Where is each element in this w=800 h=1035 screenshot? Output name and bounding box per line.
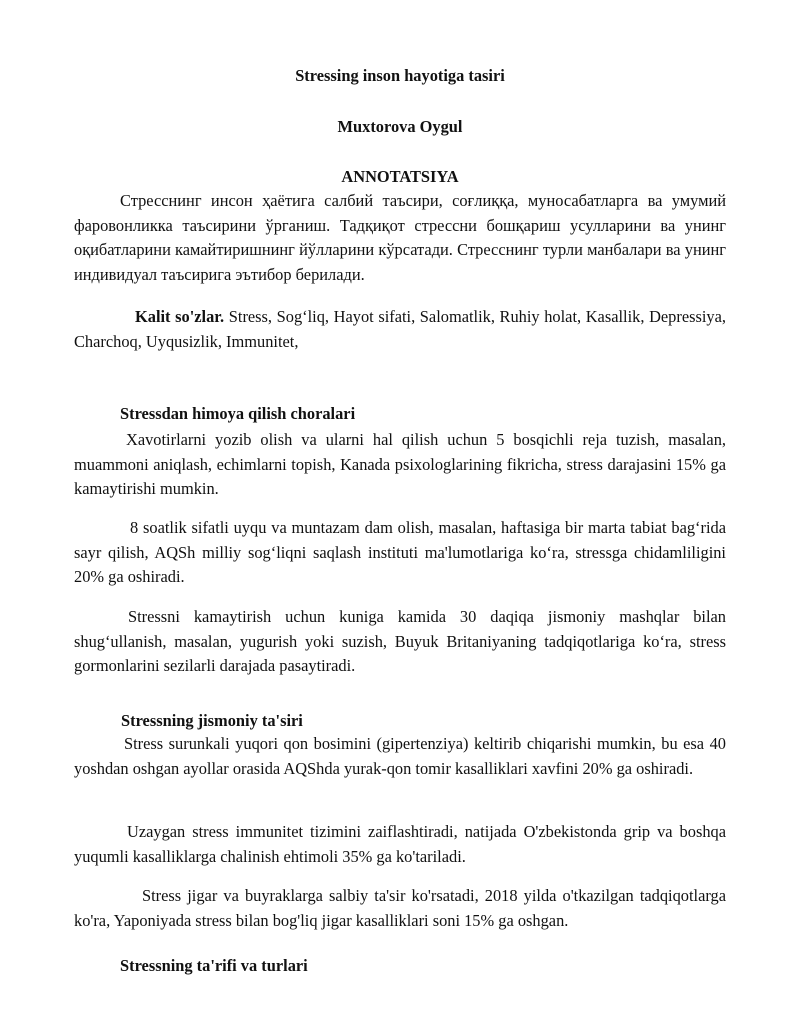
section1-paragraph-1: [74, 428, 726, 502]
section2-paragraph-1: [74, 732, 726, 781]
section-heading-physical-effect: Stressning jismoniy ta'siri: [121, 711, 303, 730]
section2-p1-text: Stress surunkali yuqori qon bosimini (gipertenziya) keltirib chiqarishi mumkin, bu esa 40 yoshdan oshgan ayollar orasida AQShda yurak-qon tomir kasalliklari xavfini 20% ga oshiradi.: [74, 734, 726, 778]
annotation-text: Стресснинг инсон ҳаётига салбий таъсири, соғлиққа, муносабатларга ва умумий фаровонликка таъсирини ўрганиш. Тадқиқот стрессни бошқариш усулларини ва унинг оқибатларини камайтиришнинг йўлларини кўрсатади. Стресснинг турли манбалари ва унинг индивидуал таъсирига эътибор берилади.: [74, 191, 726, 284]
section1-p1-text: Xavotirlarni yozib olish va ularni hal qilish uchun 5 bosqichli reja tuzish, masalan, muammoni aniqlash, echimlarni topish, Kanada psixologlarining fikricha, stress darajasini 15% ga kamaytirishi mumkin.: [74, 430, 726, 499]
section2-paragraph-2: [74, 820, 726, 869]
keywords-paragraph: [74, 305, 726, 354]
section2-p2-text: Uzaygan stress immunitet tizimini zaiflashtiradi, natijada O'zbekistonda grip va boshqa yuqumli kasalliklarga chalinish ehtimoli 35% ga ko'tariladi.: [74, 822, 726, 866]
section-heading-stress-protection: Stressdan himoya qilish choralari: [120, 404, 356, 423]
annotation-paragraph: [74, 189, 726, 287]
document-author: Muxtorova Oygul: [337, 117, 463, 136]
section2-p3-text: Stress jigar va buyraklarga salbiy ta'sir ko'rsatadi, 2018 yilda o'tkazilgan tadqiqotlarga ko'ra, Yaponiyada stress bilan bog'liq jigar kasalliklari soni 15% ga oshgan.: [74, 886, 726, 930]
section-heading-definition-types: Stressning ta'rifi va turlari: [120, 956, 308, 975]
annotation-heading: ANNOTATSIYA: [341, 167, 459, 186]
document-title: Stressing inson hayotiga tasiri: [295, 66, 505, 85]
keywords-text: Stress, Sog‘liq, Hayot sifati, Salomatlik, Ruhiy holat, Kasallik, Depressiya, Charchoq, Uyqusizlik, Immunitet,: [74, 307, 726, 351]
section2-paragraph-3: [74, 884, 726, 933]
section1-paragraph-3: [74, 605, 726, 679]
section1-paragraph-2: [74, 516, 726, 590]
section1-p2-text: 8 soatlik sifatli uyqu va muntazam dam olish, masalan, haftasiga bir marta tabiat bag‘rida sayr qilish, AQSh milliy sog‘liqni saqlash instituti ma'lumotlariga ko‘ra, stressga chidamliligini 20% ga oshiradi.: [74, 518, 726, 587]
section1-p3-text: Stressni kamaytirish uchun kuniga kamida 30 daqiqa jismoniy mashqlar bilan shug‘ullanish, masalan, yugurish yoki suzish, Buyuk Britaniyaning tadqiqotlariga ko‘ra, stress gormonlarini sezilarli darajada pasaytiradi.: [74, 607, 726, 676]
keywords-label: Kalit so'zlar.: [135, 307, 225, 326]
